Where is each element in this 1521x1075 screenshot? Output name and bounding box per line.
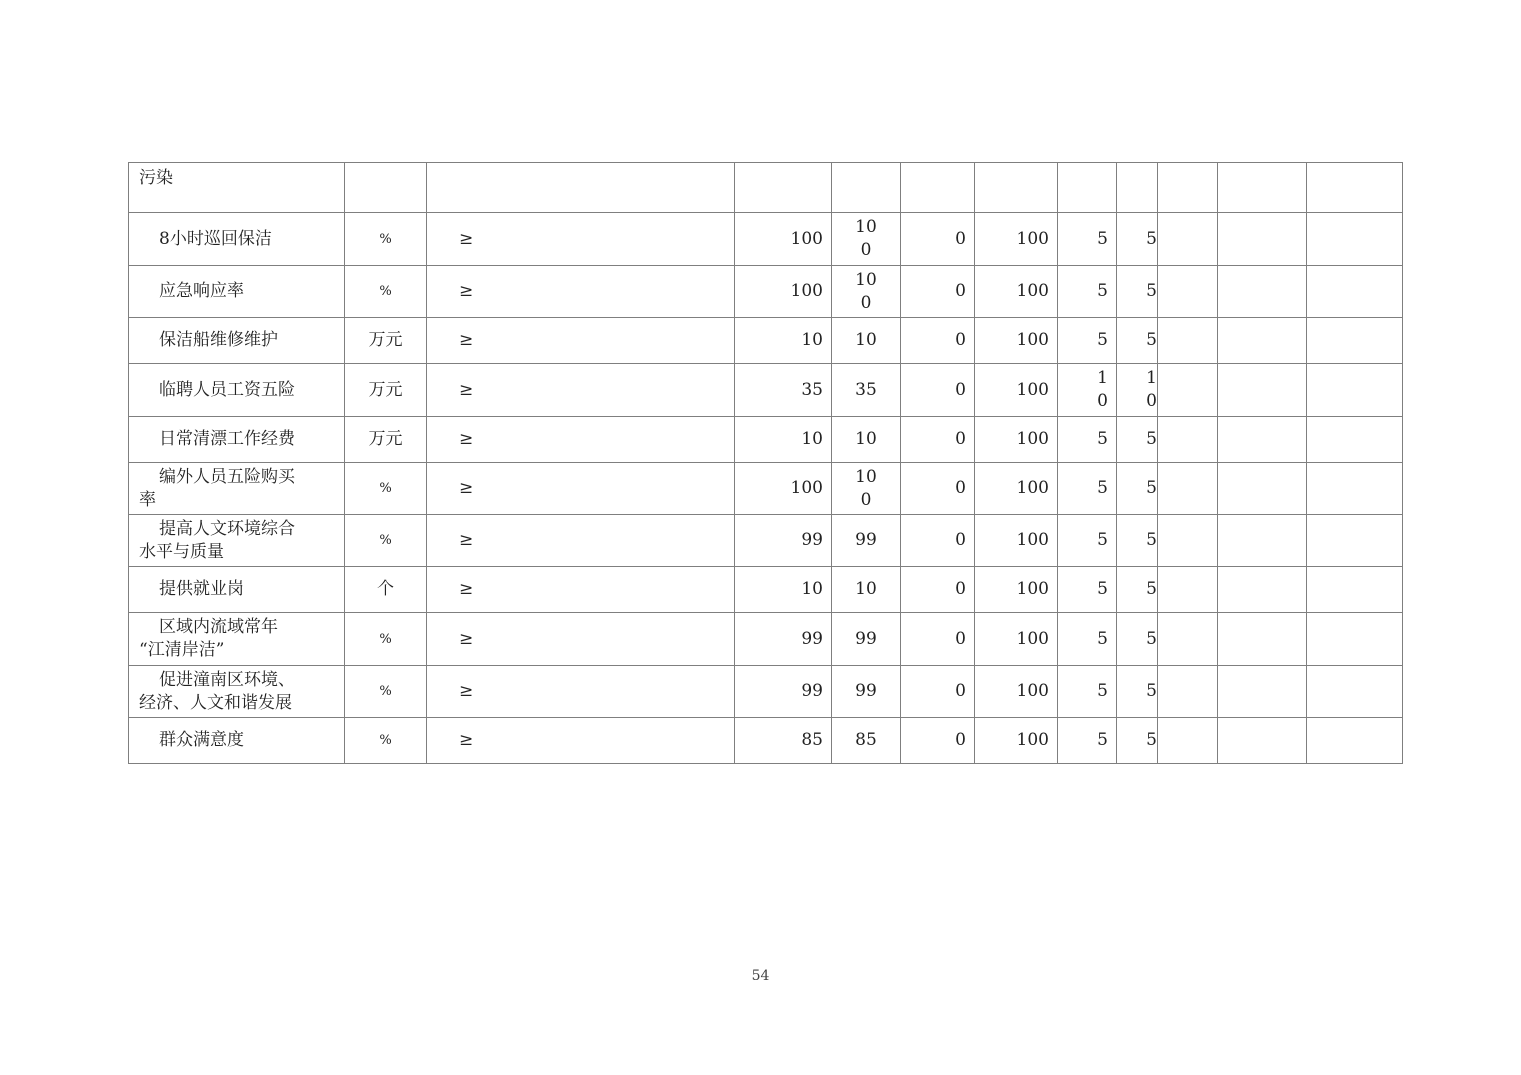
completion-rate-cell: 100	[975, 417, 1058, 463]
target-value-cell: 99	[735, 515, 832, 567]
indicator-name-cell	[129, 666, 345, 718]
empty-cell	[1307, 718, 1403, 764]
cell-line: 5	[1146, 228, 1157, 249]
unit-cell: 万元	[345, 417, 427, 463]
empty-cell	[345, 163, 427, 213]
indicator-name-cell	[129, 718, 345, 764]
actual-value-cell	[832, 718, 901, 764]
indicator-name-cell	[129, 213, 345, 266]
empty-cell	[1058, 163, 1117, 213]
empty-cell	[1218, 613, 1307, 666]
empty-cell	[1307, 567, 1403, 613]
deviation-cell: 0	[901, 318, 975, 364]
unit-cell: 个	[345, 567, 427, 613]
indicator-name: 保洁船维修维护	[159, 330, 278, 350]
actual-value-cell	[832, 266, 901, 318]
actual-score-cell	[1117, 318, 1158, 364]
indicator-name: 群众满意度	[159, 730, 244, 750]
target-value-cell: 100	[735, 213, 832, 266]
unit-cell: %	[345, 213, 427, 266]
cell-line: 5	[1097, 681, 1108, 701]
empty-cell	[1158, 463, 1218, 515]
row-label: 污染	[129, 163, 345, 213]
indicator-name: 促进潼南区环境、	[159, 669, 295, 690]
target-value-cell: 35	[735, 364, 832, 417]
cell-line: 5	[1146, 429, 1157, 449]
indicator-name-cell	[129, 463, 345, 515]
empty-cell	[1158, 364, 1218, 417]
deviation-cell: 0	[901, 666, 975, 718]
comparator-cell: ≥	[427, 515, 735, 567]
empty-cell	[1218, 666, 1307, 718]
empty-cell	[1158, 163, 1218, 213]
actual-value-cell	[832, 567, 901, 613]
empty-cell	[1307, 318, 1403, 364]
actual-score-cell	[1117, 515, 1158, 567]
cell-line: 0	[860, 292, 872, 313]
unit-cell: %	[345, 666, 427, 718]
deviation-cell: 0	[901, 266, 975, 318]
comparator-cell: ≥	[427, 364, 735, 417]
empty-cell	[1158, 718, 1218, 764]
weight-score-cell	[1058, 213, 1117, 266]
empty-cell	[1158, 613, 1218, 666]
empty-cell	[1218, 515, 1307, 567]
comparator-cell: ≥	[427, 613, 735, 666]
completion-rate-cell: 100	[975, 718, 1058, 764]
completion-rate-cell: 100	[975, 463, 1058, 515]
cell-line: 85	[855, 730, 877, 750]
cell-line: 5	[1146, 730, 1157, 750]
weight-score-cell	[1058, 364, 1117, 417]
cell-line: 99	[855, 628, 877, 649]
unit-cell: 万元	[345, 364, 427, 417]
target-value-cell: 100	[735, 266, 832, 318]
weight-score-cell	[1058, 515, 1117, 567]
completion-rate-cell: 100	[975, 666, 1058, 718]
empty-cell	[1307, 463, 1403, 515]
actual-score-cell	[1117, 567, 1158, 613]
comparator-cell: ≥	[427, 718, 735, 764]
weight-score-cell	[1058, 417, 1117, 463]
empty-cell	[1158, 213, 1218, 266]
table-row	[129, 567, 1403, 613]
actual-value-cell	[832, 364, 901, 417]
indicator-name: 提供就业岗	[159, 579, 244, 599]
empty-cell	[1307, 515, 1403, 567]
empty-cell	[1158, 417, 1218, 463]
indicator-name: 提高人文环境综合	[159, 518, 295, 539]
empty-cell	[1307, 417, 1403, 463]
empty-cell	[832, 163, 901, 213]
empty-cell	[1158, 515, 1218, 567]
weight-score-cell	[1058, 718, 1117, 764]
table-row	[129, 613, 1403, 666]
table-body	[129, 163, 1403, 764]
indicator-name-cell	[129, 567, 345, 613]
actual-score-cell	[1117, 213, 1158, 266]
empty-cell	[1307, 163, 1403, 213]
deviation-cell: 0	[901, 718, 975, 764]
table-row	[129, 213, 1403, 266]
cell-line: 5	[1097, 579, 1108, 599]
empty-cell	[1218, 364, 1307, 417]
target-value-cell: 99	[735, 613, 832, 666]
indicator-name-cell	[129, 318, 345, 364]
indicator-name: 经济、人文和谐发展	[139, 692, 292, 713]
deviation-cell: 0	[901, 567, 975, 613]
empty-cell	[1307, 266, 1403, 318]
performance-indicator-table	[128, 162, 1403, 764]
cell-line: 5	[1146, 330, 1157, 350]
cell-line: 0	[1097, 391, 1108, 411]
deviation-cell: 0	[901, 515, 975, 567]
cell-line: 5	[1146, 579, 1157, 599]
deviation-cell: 0	[901, 613, 975, 666]
empty-cell	[1158, 666, 1218, 718]
indicator-name: 区域内流域常年	[159, 617, 278, 637]
empty-cell	[1218, 567, 1307, 613]
indicator-name: 应急响应率	[159, 281, 244, 301]
actual-value-cell	[832, 213, 901, 266]
indicator-name: 水平与质量	[139, 541, 224, 562]
target-value-cell: 10	[735, 567, 832, 613]
cell-line: 5	[1097, 228, 1108, 249]
empty-cell	[1218, 318, 1307, 364]
cell-line: 5	[1146, 681, 1157, 701]
empty-cell	[1218, 266, 1307, 318]
indicator-name: “江清岸洁”	[139, 640, 225, 660]
page-number: 54	[751, 968, 770, 984]
comparator-cell: ≥	[427, 417, 735, 463]
cell-line: 5	[1097, 281, 1108, 301]
target-value-cell: 10	[735, 417, 832, 463]
actual-value-cell	[832, 417, 901, 463]
unit-cell: %	[345, 463, 427, 515]
table-row	[129, 463, 1403, 515]
indicator-name: 临聘人员工资五险	[159, 379, 295, 400]
comparator-cell: ≥	[427, 666, 735, 718]
empty-cell	[1218, 417, 1307, 463]
cell-line: 5	[1097, 429, 1108, 449]
indicator-name-cell	[129, 266, 345, 318]
deviation-cell: 0	[901, 417, 975, 463]
empty-cell	[1307, 613, 1403, 666]
actual-value-cell	[832, 463, 901, 515]
cell-line: 5	[1146, 530, 1157, 550]
comparator-cell: ≥	[427, 266, 735, 318]
completion-rate-cell: 100	[975, 515, 1058, 567]
comparator-cell: ≥	[427, 213, 735, 266]
indicator-name-cell	[129, 613, 345, 666]
empty-cell	[901, 163, 975, 213]
target-value-cell: 85	[735, 718, 832, 764]
weight-score-cell	[1058, 318, 1117, 364]
cell-line: 0	[860, 240, 872, 260]
comparator-cell: ≥	[427, 567, 735, 613]
empty-cell	[1158, 567, 1218, 613]
completion-rate-cell: 100	[975, 613, 1058, 666]
table-row	[129, 666, 1403, 718]
weight-score-cell	[1058, 666, 1117, 718]
empty-cell	[1158, 266, 1218, 318]
cell-line: 5	[1097, 530, 1108, 550]
empty-cell	[1307, 364, 1403, 417]
cell-line: 10	[855, 330, 877, 350]
table-row	[129, 515, 1403, 567]
cell-line: 5	[1097, 730, 1108, 750]
cell-line: 0	[1146, 391, 1157, 411]
deviation-cell: 0	[901, 463, 975, 515]
target-value-cell: 100	[735, 463, 832, 515]
weight-score-cell	[1058, 613, 1117, 666]
deviation-cell: 0	[901, 213, 975, 266]
comparator-cell: ≥	[427, 318, 735, 364]
cell-line: 99	[855, 530, 877, 550]
cell-line: 5	[1146, 478, 1157, 498]
cell-line: 5	[1097, 628, 1108, 649]
empty-cell	[1307, 666, 1403, 718]
actual-score-cell	[1117, 417, 1158, 463]
completion-rate-cell: 100	[975, 266, 1058, 318]
actual-value-cell	[832, 613, 901, 666]
table-row	[129, 718, 1403, 764]
cell-line: 35	[855, 379, 877, 400]
actual-value-cell	[832, 666, 901, 718]
cell-line: 99	[855, 681, 877, 701]
target-value-cell: 10	[735, 318, 832, 364]
unit-cell: %	[345, 515, 427, 567]
actual-score-cell	[1117, 613, 1158, 666]
cell-line: 10	[855, 579, 877, 599]
empty-cell	[735, 163, 832, 213]
completion-rate-cell: 100	[975, 213, 1058, 266]
actual-value-cell	[832, 318, 901, 364]
cell-line: 5	[1097, 330, 1108, 350]
actual-score-cell	[1117, 364, 1158, 417]
indicator-name-cell	[129, 515, 345, 567]
cell-line: 5	[1146, 281, 1157, 301]
empty-cell	[1218, 213, 1307, 266]
weight-score-cell	[1058, 266, 1117, 318]
completion-rate-cell: 100	[975, 318, 1058, 364]
cell-line: 5	[1146, 628, 1157, 649]
completion-rate-cell: 100	[975, 567, 1058, 613]
table-row	[129, 417, 1403, 463]
empty-cell	[975, 163, 1058, 213]
actual-score-cell	[1117, 463, 1158, 515]
indicator-name: 8小时巡回保洁	[159, 228, 272, 249]
deviation-cell: 0	[901, 364, 975, 417]
comparator-cell: ≥	[427, 463, 735, 515]
cell-line: 10	[855, 466, 877, 487]
cell-line: 5	[1097, 478, 1108, 498]
actual-score-cell	[1117, 266, 1158, 318]
actual-value-cell	[832, 515, 901, 567]
table-row-continued	[129, 163, 1403, 213]
unit-cell: 万元	[345, 318, 427, 364]
cell-line: 0	[860, 489, 872, 510]
cell-line: 1	[1097, 368, 1108, 388]
weight-score-cell	[1058, 463, 1117, 515]
actual-score-cell	[1117, 718, 1158, 764]
completion-rate-cell: 100	[975, 364, 1058, 417]
table-row	[129, 364, 1403, 417]
empty-cell	[1117, 163, 1158, 213]
table-row	[129, 266, 1403, 318]
cell-line: 10	[855, 429, 877, 449]
cell-line: 10	[855, 269, 877, 290]
empty-cell	[1307, 213, 1403, 266]
indicator-name-cell	[129, 417, 345, 463]
indicator-name: 编外人员五险购买	[159, 466, 295, 487]
unit-cell: %	[345, 718, 427, 764]
unit-cell: %	[345, 613, 427, 666]
empty-cell	[1218, 718, 1307, 764]
unit-cell: %	[345, 266, 427, 318]
indicator-name: 率	[139, 489, 156, 510]
weight-score-cell	[1058, 567, 1117, 613]
cell-line: 10	[855, 217, 877, 237]
table-row	[129, 318, 1403, 364]
empty-cell	[1218, 463, 1307, 515]
empty-cell	[1218, 163, 1307, 213]
indicator-name-cell	[129, 364, 345, 417]
empty-cell	[427, 163, 735, 213]
actual-score-cell	[1117, 666, 1158, 718]
indicator-name: 日常清漂工作经费	[159, 429, 295, 449]
cell-line: 1	[1146, 368, 1157, 388]
empty-cell	[1158, 318, 1218, 364]
target-value-cell: 99	[735, 666, 832, 718]
